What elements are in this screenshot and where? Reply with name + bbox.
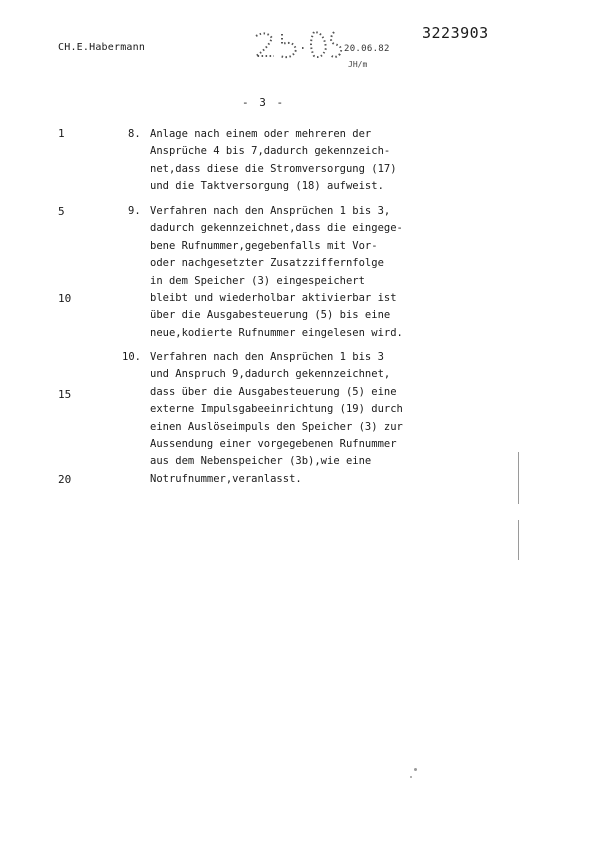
scan-mark — [518, 520, 519, 560]
claim-line: dass über die Ausgabesteuerung (5) eine — [150, 385, 397, 398]
line-number: 1 — [58, 127, 65, 140]
claim-line: über die Ausgabesteuerung (5) bis eine — [150, 309, 391, 322]
claim-line: in dem Speicher (3) eingespeichert — [150, 274, 365, 287]
date-stamp — [248, 26, 408, 78]
claim-9 — [128, 203, 458, 342]
claim-line: Anlage nach einem oder mehreren der — [150, 128, 372, 140]
document-number: 3223903 — [422, 24, 489, 42]
line-number: 10 — [58, 292, 72, 305]
claim-line: und die Taktversorgung (18) aufweist. — [150, 180, 384, 193]
claim-line: aus dem Nebenspeicher (3b),wie eine — [150, 455, 372, 468]
claim-line: oder nachgesetzter Zusatzziffernfolge — [150, 257, 384, 270]
claim-line: bleibt und wiederholbar aktivierbar ist — [150, 292, 397, 305]
line-number: 5 — [58, 205, 65, 218]
claim-line: Verfahren nach den Ansprüchen 1 bis 3 — [150, 351, 384, 363]
claim-line: neue,kodierte Rufnummer eingelesen wird. — [150, 326, 403, 339]
claim-line: dadurch gekennzeichnet,dass die eingege- — [150, 222, 403, 235]
line-number: 20 — [58, 473, 72, 486]
claim-line: bene Rufnummer,gegebenfalls mit Vor- — [150, 239, 378, 252]
page-number: - 3 - — [242, 96, 286, 109]
scan-mark — [518, 452, 519, 504]
claim-line: Ansprüche 4 bis 7,dadurch gekennzeich- — [150, 145, 391, 158]
claim-line: net,dass diese die Stromversorgung (17) — [150, 162, 397, 175]
claim-10 — [122, 349, 452, 488]
author-name: CH.E.Habermann — [58, 42, 146, 53]
stamp-dotted-digits — [248, 26, 358, 78]
stamp-date: 20.06.82 — [344, 44, 390, 54]
stamp-initials: JH/m — [348, 60, 368, 69]
claim-8 — [128, 126, 458, 196]
line-number: 15 — [58, 388, 72, 401]
claim-line: Aussendung einer vorgegebenen Rufnummer — [150, 438, 397, 451]
claim-number: 8. — [128, 128, 141, 140]
claim-number: 9. — [128, 205, 141, 217]
claim-line: und Anspruch 9,dadurch gekennzeichnet, — [150, 368, 391, 381]
claim-line: externe Impulsgabeeinrichtung (19) durch — [150, 403, 403, 416]
claim-number: 10. — [122, 351, 141, 363]
claim-line: Verfahren nach den Ansprüchen 1 bis 3, — [150, 205, 391, 217]
scan-speck — [414, 768, 417, 771]
claim-line: einen Auslöseimpuls den Speicher (3) zur — [150, 420, 403, 433]
scan-speck — [410, 776, 412, 778]
claim-line: Notrufnummer,veranlasst. — [150, 472, 302, 485]
